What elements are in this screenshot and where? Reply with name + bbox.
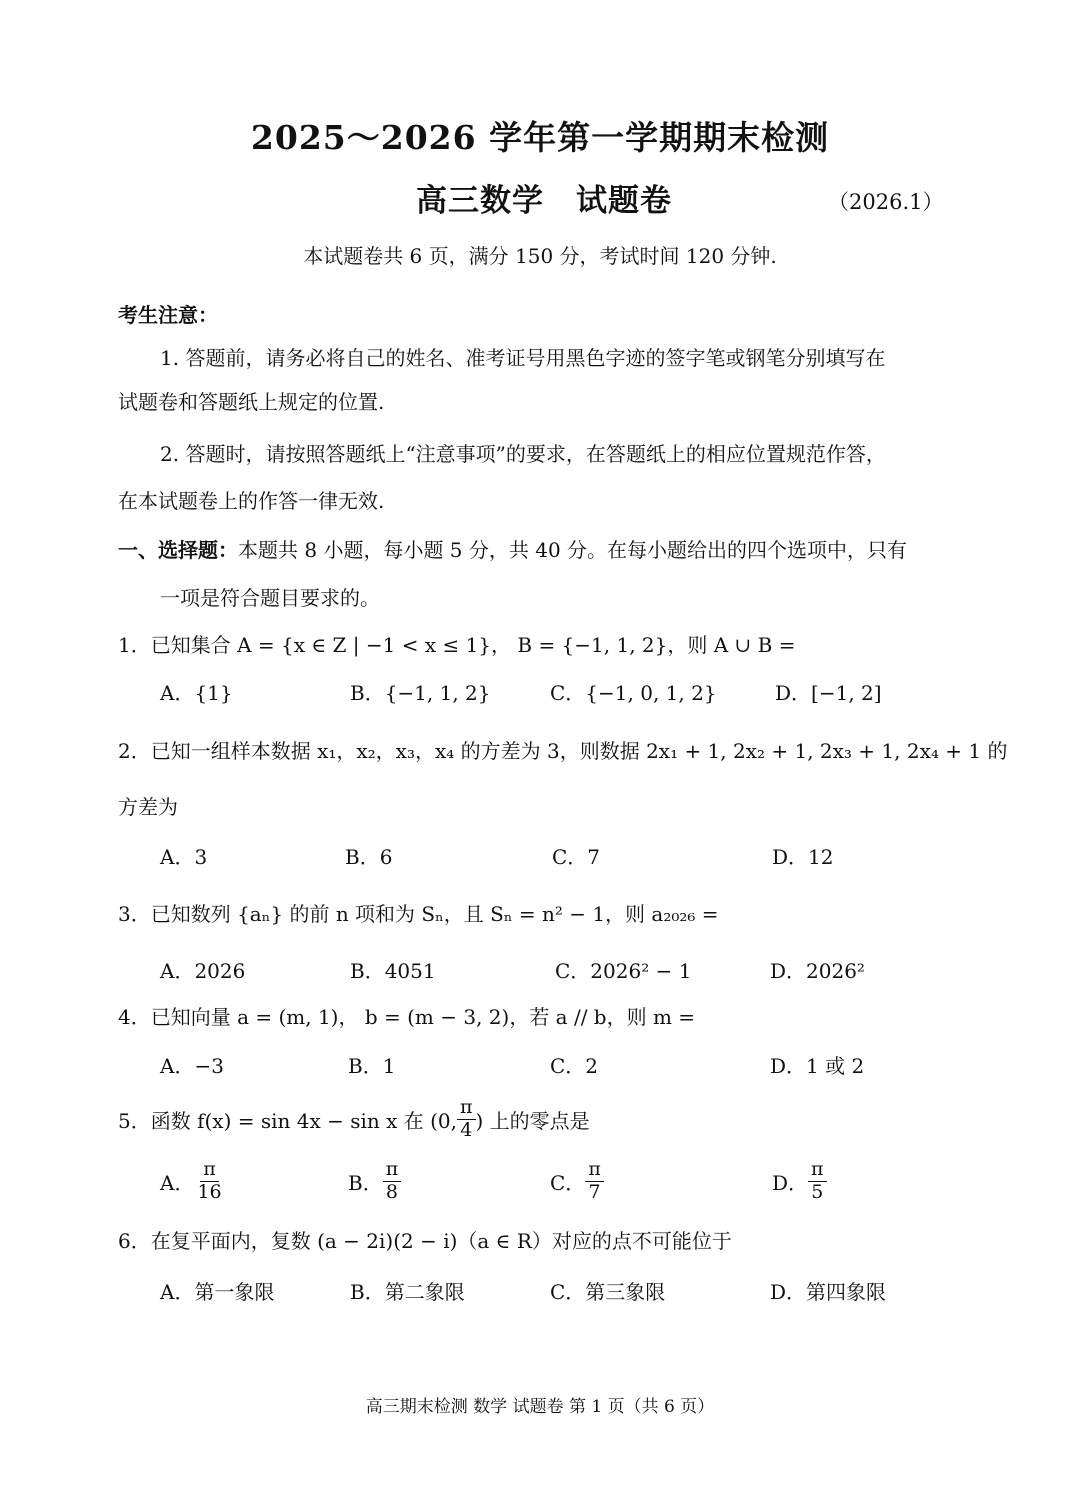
question-4-stem: 4．已知向量 a = (m, 1)， b = (m − 3, 2)，若 a // b，则 m = bbox=[118, 1005, 696, 1029]
question-5-stem-before: 5．函数 f(x) = sin 4x − sin x 在 (0, bbox=[118, 1108, 457, 1133]
question-6-stem: 6．在复平面内，复数 (a − 2i)(2 − i)（a ∈ R）对应的点不可能位于 bbox=[118, 1229, 732, 1253]
question-2-stem: 2．已知一组样本数据 x₁，x₂，x₃，x₄ 的方差为 3，则数据 2x₁ + 1, 2x₂ + 1, 2x₃ + 1, 2x₄ + 1 的 bbox=[118, 739, 1008, 763]
question-1-option-a: A．{1} bbox=[160, 681, 233, 705]
question-1-option-c: C．{−1, 0, 1, 2} bbox=[550, 681, 717, 705]
question-3-option-a: A．2026 bbox=[160, 959, 246, 983]
fraction-denominator: 16 bbox=[197, 1180, 222, 1203]
question-5-fraction bbox=[457, 1098, 476, 1141]
option-fraction bbox=[808, 1160, 827, 1203]
section-1-label: 一、选择题： bbox=[118, 538, 238, 562]
fraction-denominator: 4 bbox=[460, 1118, 473, 1141]
question-4-option-c: C．2 bbox=[550, 1054, 599, 1078]
question-6-option-a: A．第一象限 bbox=[160, 1280, 275, 1304]
fraction-denominator: 5 bbox=[811, 1180, 824, 1203]
option-fraction bbox=[585, 1160, 604, 1203]
question-3-option-d: D．2026² bbox=[770, 959, 865, 983]
question-5-option-c bbox=[550, 1160, 604, 1203]
question-2-option-a: A．3 bbox=[160, 845, 208, 869]
question-5-option-d bbox=[772, 1160, 827, 1203]
fraction-numerator: π bbox=[457, 1098, 476, 1120]
notice-item-2-line-1: 2. 答题时，请按照答题纸上“注意事项”的要求，在答题纸上的相应位置规范作答， bbox=[160, 442, 886, 466]
question-4-option-a: A．−3 bbox=[160, 1054, 224, 1078]
fraction-numerator: π bbox=[585, 1160, 604, 1182]
option-label: B． bbox=[348, 1170, 383, 1195]
question-3-option-c: C．2026² − 1 bbox=[555, 959, 692, 983]
fraction-numerator: π bbox=[383, 1160, 402, 1182]
option-fraction bbox=[194, 1160, 224, 1203]
exam-subtitle: 高三数学 试题卷 bbox=[416, 183, 672, 219]
exam-title: 2025～2026 学年第一学期期末检测 bbox=[250, 118, 830, 157]
section-1-header bbox=[118, 534, 907, 563]
fraction-denominator: 7 bbox=[588, 1180, 601, 1203]
option-label: D． bbox=[772, 1170, 809, 1195]
section-1-desc-line-1: 本题共 8 小题，每小题 5 分，共 40 分。在每小题给出的四个选项中，只有 bbox=[238, 538, 908, 562]
section-1-desc-line-2: 一项是符合题目要求的。 bbox=[160, 586, 380, 610]
question-6-option-b: B．第二象限 bbox=[350, 1280, 465, 1304]
question-5-option-b bbox=[348, 1160, 401, 1203]
page-footer: 高三期末检测 数学 试题卷 第 1 页（共 6 页） bbox=[365, 1397, 715, 1417]
question-2-stem-line-2: 方差为 bbox=[118, 795, 178, 819]
question-4-option-b: B．1 bbox=[348, 1054, 396, 1078]
question-1-option-b: B．{−1, 1, 2} bbox=[350, 681, 491, 705]
exam-date: （2026.1） bbox=[828, 190, 944, 214]
question-6-option-c: C．第三象限 bbox=[550, 1280, 666, 1304]
question-5-option-a bbox=[160, 1160, 225, 1203]
option-fraction bbox=[383, 1160, 402, 1203]
question-1-option-d: D．[−1, 2] bbox=[775, 681, 882, 705]
notice-item-1-line-2: 试题卷和答题纸上规定的位置. bbox=[118, 390, 385, 414]
notice-item-2-line-2: 在本试题卷上的作答一律无效. bbox=[118, 489, 385, 513]
option-label: C． bbox=[550, 1170, 586, 1195]
notice-heading: 考生注意： bbox=[118, 303, 218, 327]
question-6-option-d: D．第四象限 bbox=[770, 1280, 887, 1304]
fraction-numerator: π bbox=[808, 1160, 827, 1182]
question-2-option-b: B．6 bbox=[345, 845, 393, 869]
question-5-stem-after: ) 上的零点是 bbox=[475, 1108, 590, 1133]
question-5-stem bbox=[118, 1098, 590, 1141]
question-2-option-c: C．7 bbox=[552, 845, 601, 869]
question-1-stem: 1．已知集合 A = {x ∈ Z | −1 < x ≤ 1}， B = {−1, 1, 2}，则 A ∪ B = bbox=[118, 633, 796, 657]
question-3-option-b: B．4051 bbox=[350, 959, 436, 983]
exam-intro: 本试题卷共 6 页，满分 150 分，考试时间 120 分钟. bbox=[303, 244, 777, 268]
fraction-denominator: 8 bbox=[385, 1180, 398, 1203]
question-4-option-d: D．1 或 2 bbox=[770, 1054, 865, 1078]
question-3-stem: 3．已知数列 {aₙ} 的前 n 项和为 Sₙ，且 Sₙ = n² − 1，则 a₂₀₂₆ = bbox=[118, 902, 719, 926]
question-2-option-d: D．12 bbox=[772, 845, 834, 869]
notice-item-1-line-1: 1. 答题前，请务必将自己的姓名、准考证号用黑色字迹的签字笔或钢笔分别填写在 bbox=[160, 346, 886, 370]
option-label: A． bbox=[160, 1170, 195, 1195]
fraction-numerator: π bbox=[200, 1160, 219, 1182]
